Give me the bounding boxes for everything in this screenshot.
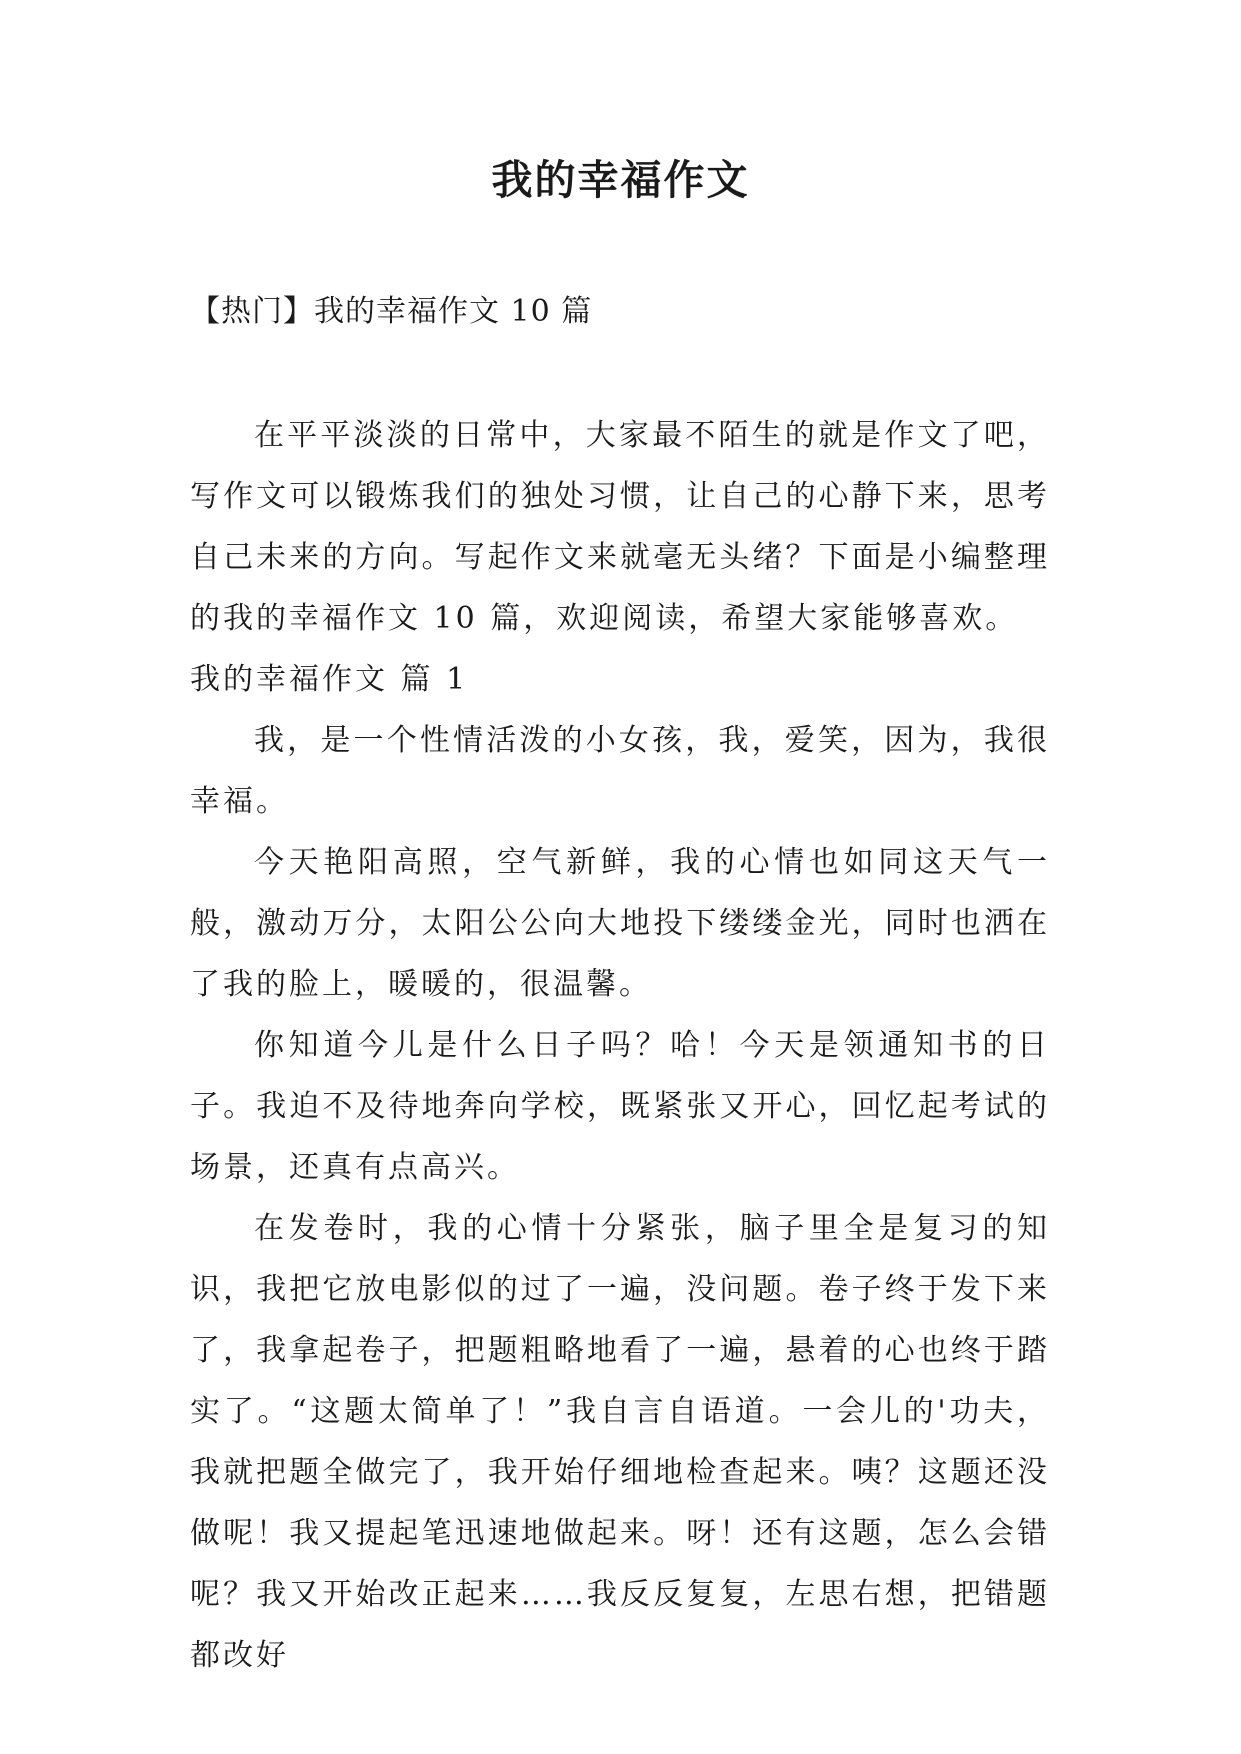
intro-paragraph: 在平平淡淡的日常中，大家最不陌生的就是作文了吧，写作文可以锻炼我们的独处习惯，让自己的心静下来，思考自己未来的方向。写起作文来就毫无头绪？下面是小编整理的我的幸福作文 10 篇，欢迎阅读，希望大家能够喜欢。 [190,418,1050,636]
body-paragraph: 今天艳阳高照，空气新鲜，我的心情也如同这天气一般，激动万分，太阳公公向大地投下缕缕金光，同时也洒在了我的脸上，暖暖的，很温馨。 [190,845,1050,1002]
body-paragraph: 你知道今儿是什么日子吗？哈！今天是领通知书的日子。我迫不及待地奔向学校，既紧张又开心，回忆起考试的场景，还真有点高兴。 [190,1028,1050,1185]
document-body [190,405,1050,1686]
document-subtitle: 【热门】我的幸福作文 10 篇 [190,294,593,329]
body-paragraph: 在发卷时，我的心情十分紧张，脑子里全是复习的知识，我把它放电影似的过了一遍，没问题。卷子终于发下来了，我拿起卷子，把题粗略地看了一遍，悬着的心也终于踏实了。“这题太简单了！”我自言自语道。一会儿的'功夫，我就把题全做完了，我开始仔细地检查起来。咦？这题还没做呢！我又提起笔迅速地做起来。呀！还有这题，怎么会错呢？我又开始改正起来……我反反复复，左思右想，把错题都改好 [190,1211,1050,1673]
body-paragraph: 我，是一个性情活泼的小女孩，我，爱笑，因为，我很幸福。 [190,723,1050,819]
section-heading: 我的幸福作文 篇 1 [190,662,469,697]
document-title: 我的幸福作文 [491,156,750,204]
